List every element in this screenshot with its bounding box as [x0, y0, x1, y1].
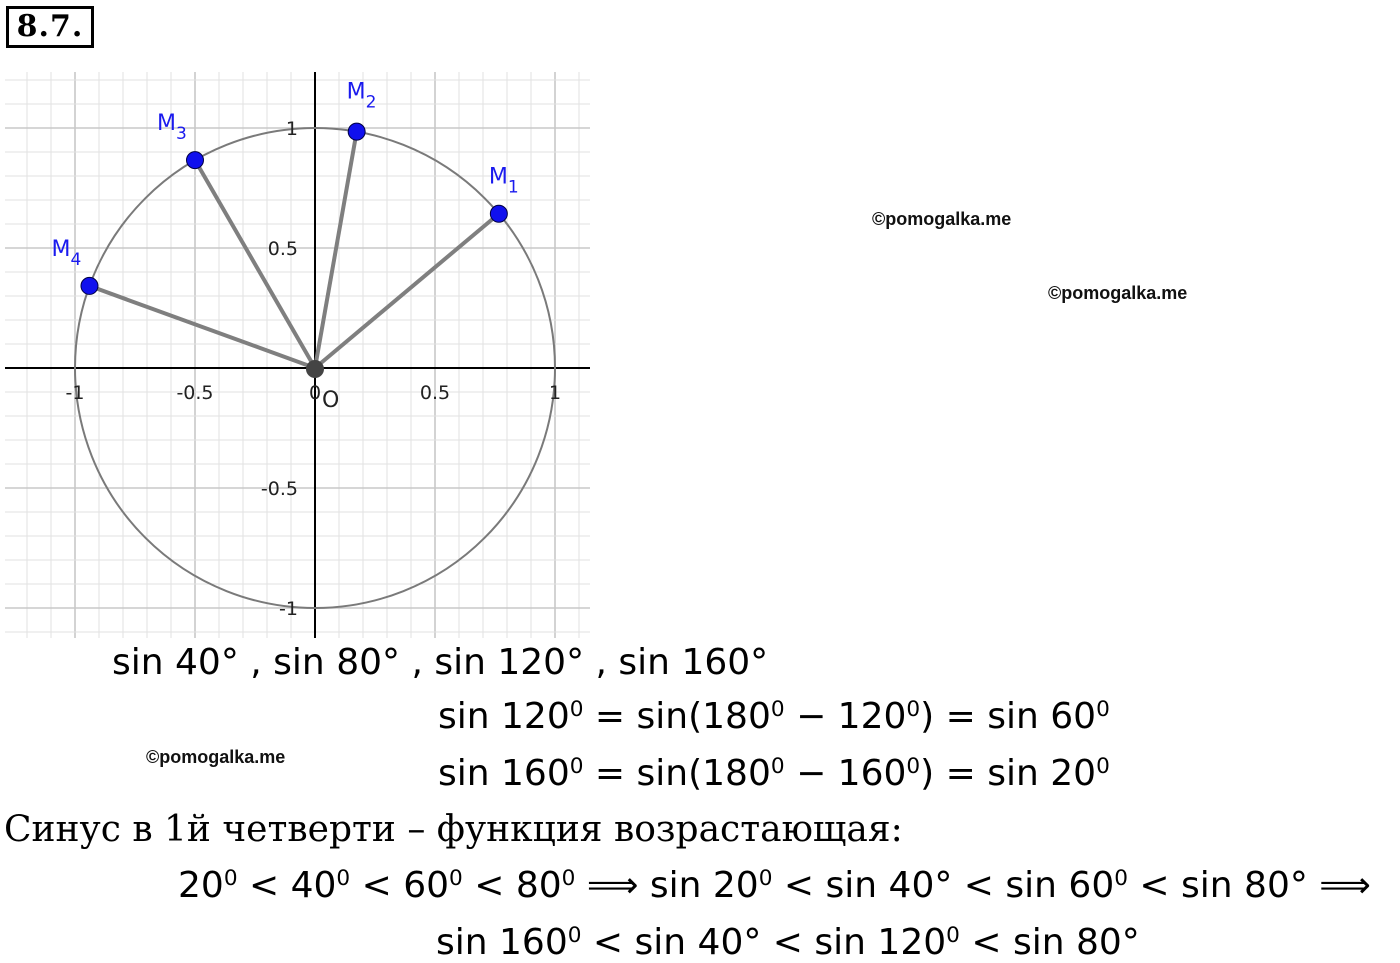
point-M2	[348, 123, 365, 140]
point-M3	[187, 152, 204, 169]
line-statement: Синус в 1й четверти – функция возрастающая:	[4, 809, 903, 850]
label-M3: $M_3$	[157, 111, 187, 145]
watermark: ©pomogalka.me	[146, 747, 286, 767]
point-M1	[490, 205, 507, 222]
x-tick-label: 1	[548, 382, 562, 404]
label-M4: $M_4$	[51, 236, 82, 270]
watermark: ©pomogalka.me	[1048, 283, 1188, 303]
radius-M2	[315, 132, 357, 368]
line-sine-list: sin 40° , sin 80° , sin 120° , sin 160°	[112, 642, 769, 683]
origin-label: O	[322, 388, 340, 413]
x-tick-label: 0.5	[419, 382, 451, 404]
problem-number: 8.7.	[6, 6, 94, 48]
grid	[5, 72, 590, 638]
line-sin120-reduction: $\sin 120^0 = \sin(180^0 - 120^0) = \sin 60^0$	[438, 696, 1110, 737]
origin-point	[306, 360, 324, 378]
point-M4	[81, 277, 98, 294]
y-tick-label: -1	[279, 598, 298, 620]
x-tick-label: -0.5	[176, 382, 214, 404]
radius-M3	[195, 160, 315, 368]
label-M2: $M_2$	[346, 79, 377, 113]
line-inequality-chain: $20^0 < 40^0 < 60^0 < 80^0$ ⟹ $\sin 20^0 < \sin 40^\circ < \sin 60^0 < \sin 80^\circ$ ⟹	[178, 865, 1371, 906]
unit-circle-figure	[0, 65, 600, 645]
watermark: ©pomogalka.me	[872, 209, 1012, 229]
y-tick-label: 0.5	[267, 238, 298, 260]
line-answer: $\sin 160^0 < \sin 40^\circ < \sin 120^0 < \sin 80^\circ$	[436, 922, 1140, 963]
x-tick-label: -1	[65, 382, 85, 404]
label-M1: $M_1$	[488, 164, 519, 198]
points	[51, 80, 518, 295]
x-tick-label: 0	[308, 382, 322, 404]
y-tick-label: -0.5	[260, 478, 298, 500]
y-tick-label: 1	[285, 118, 298, 140]
radius-M1	[315, 214, 499, 368]
line-sin160-reduction: $\sin 160^0 = \sin(180^0 - 160^0) = \sin 20^0$	[438, 753, 1110, 794]
